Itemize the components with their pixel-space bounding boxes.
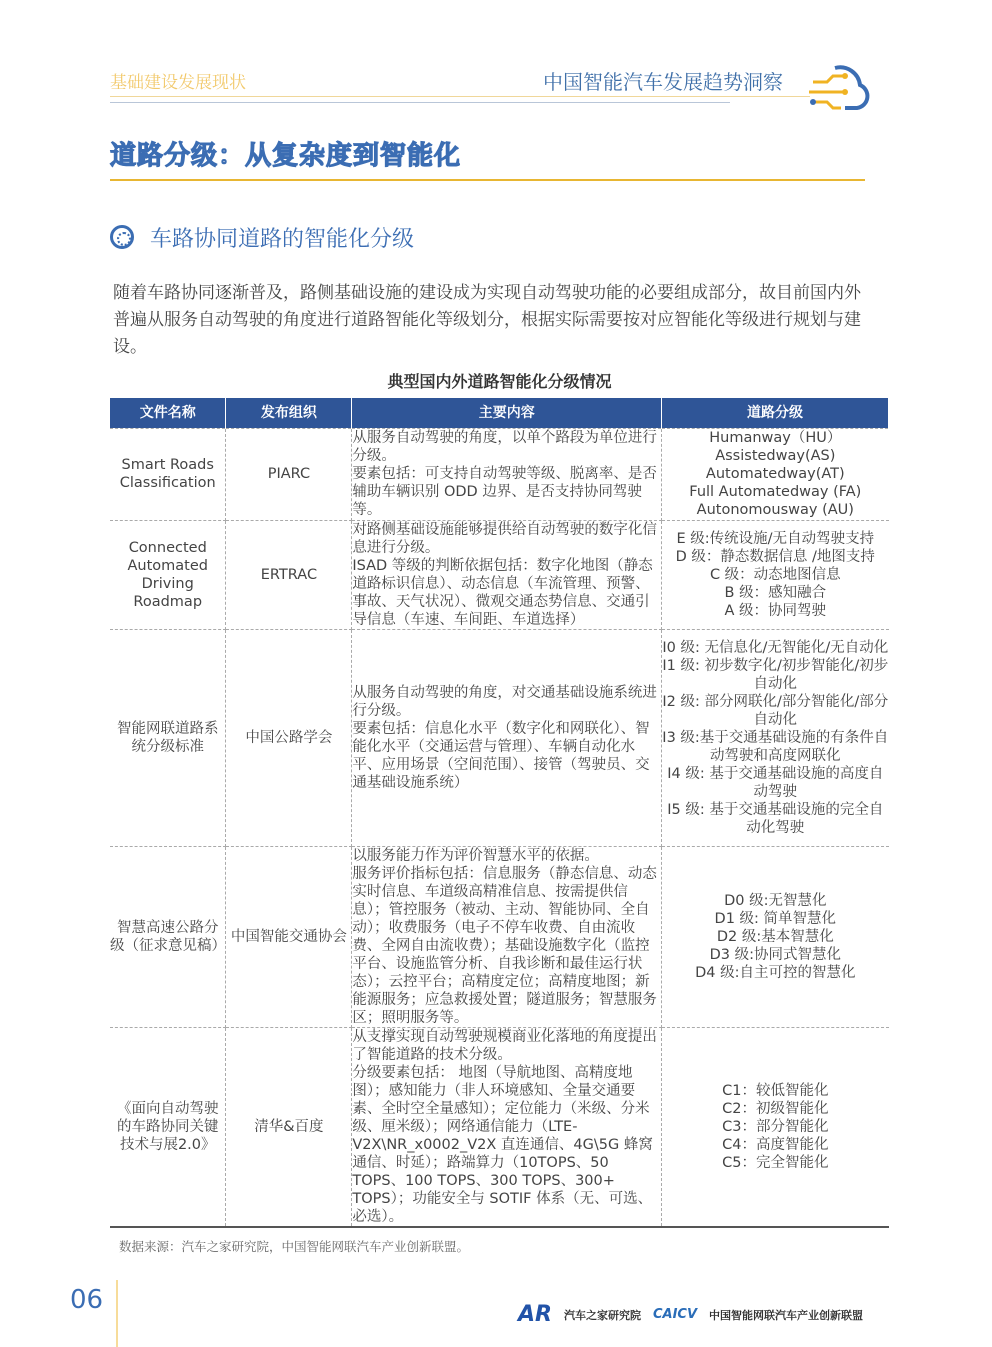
header-divider-secondary xyxy=(110,102,730,103)
content-line: 对路侧基础设施能够提供给自动驾驶的数字化信息进行分级。 xyxy=(352,521,657,556)
column-header: 文件名称 xyxy=(110,398,226,428)
document-name: 《面向自动驾驶的车路协同关键技术与展2.0》 xyxy=(110,1027,226,1227)
content-line: 从支撑实现自动驾驶规模商业化落地的角度提出了智能道路的技术分级。 xyxy=(352,1028,657,1063)
level-item: C 级：动态地图信息 xyxy=(709,566,841,583)
document-name: Smart Roads Classification xyxy=(110,428,226,520)
level-item: D0 级:无智慧化 xyxy=(724,892,827,909)
table-title: 典型国内外道路智能化分级情况 xyxy=(387,372,612,391)
subheading: 车路协同道路的智能化分级 xyxy=(150,227,415,252)
header-divider xyxy=(110,96,810,97)
intro-paragraph: 随着车路协同逐渐普及，路侧基础设施的建设成为实现自动驾驶功能的必要组成部分，故目前国内外普遍从服务自动驾驶的角度进行道路智能化等级划分，根据实际需要按对应智能化等级进行规划与建设。 xyxy=(113,283,861,357)
level-item: D3 级:协同式智慧化 xyxy=(709,946,841,963)
level-item: I5 级: 基于交通基础设施的完全自动化驾驶 xyxy=(667,801,884,836)
level-item: E 级:传统设施/无自动驾驶支持 xyxy=(676,530,875,547)
page-number: 06 xyxy=(70,1285,104,1315)
column-header: 发布组织 xyxy=(226,398,352,428)
caicv-name: 中国智能网联汽车产业创新联盟 xyxy=(709,1308,864,1322)
column-header: 道路分级 xyxy=(662,398,889,428)
level-item: I0 级: 无信息化/无智能化/无自动化 xyxy=(662,639,889,656)
level-item: I3 级:基于交通基础设施的有条件自动驾驶和高度网联化 xyxy=(662,729,889,764)
content-line: 要素包括：可支持自动驾驶等级、脱离率、是否辅助车辆识别 ODD 边界、是否支持协同驾驶等。 xyxy=(352,465,657,518)
road-classification-table xyxy=(110,398,889,1228)
level-item: D1 级: 简单智慧化 xyxy=(714,910,837,927)
level-item: D2 级:基本智慧化 xyxy=(716,928,834,945)
level-item: Assistedway(AS) xyxy=(715,448,836,464)
road-levels xyxy=(662,629,889,846)
table-row xyxy=(110,1027,889,1227)
content-line: ISAD 等级的判断依据包括：数字化地图（静态道路标识信息）、动态信息（车流管理、预警、事故、天气状况）、微观交通态势信息、交通引导信息（车速、车间距、车道选择） xyxy=(352,557,653,628)
level-item: C5：完全智能化 xyxy=(722,1154,829,1171)
table-row xyxy=(110,629,889,846)
level-item: I4 级: 基于交通基础设施的高度自动驾驶 xyxy=(667,765,884,800)
main-content xyxy=(352,846,662,1027)
level-item: Automatedway(AT) xyxy=(705,466,845,482)
autohome-research-name: 汽车之家研究院 xyxy=(563,1308,641,1322)
road-levels xyxy=(662,428,889,520)
table-row xyxy=(110,428,889,520)
content-line: 以服务能力作为评价智慧水平的依据。 xyxy=(352,847,599,864)
level-item: Humanway（HU） xyxy=(709,430,842,446)
report-title: 中国智能汽车发展趋势洞察 xyxy=(543,70,783,94)
footer-logos xyxy=(518,1302,863,1327)
road-levels xyxy=(662,846,889,1027)
main-content xyxy=(352,520,662,629)
level-item: C1：较低智能化 xyxy=(722,1082,829,1099)
level-item: A 级：协同驾驶 xyxy=(724,602,827,619)
document-name: 智能网联道路系统分级标准 xyxy=(110,629,226,846)
level-item: Autonomousway (AU) xyxy=(696,502,854,518)
data-source: 数据来源：汽车之家研究院，中国智能网联汽车产业创新联盟。 xyxy=(119,1239,470,1254)
cloud-circuit-logo-icon xyxy=(805,60,870,112)
footer-divider xyxy=(116,1280,118,1347)
page-title: 道路分级：从复杂度到智能化 xyxy=(110,141,462,171)
road-levels xyxy=(662,1027,889,1227)
level-item: D4 级:自主可控的智慧化 xyxy=(695,964,856,981)
level-item: C3：部分智能化 xyxy=(722,1118,829,1135)
content-line: 分级要素包括： 地图（导航地图、高精度地图）；感知能力（非人环境感知、全量交通要素、全时空全量感知）；定位能力（米级、分米级、厘米级）；网络通信能力（LTE-V2X\NR_x0002_V2X 直连通信、4G\5G 蜂窝通信、时延）；路端算力（10TOPS、50 TOPS、100 TOPS、300 TOPS、300+ TOPS）；功能安全与 SOTIF 体系（无、可选、必选）。 xyxy=(352,1064,653,1225)
table-row xyxy=(110,520,889,629)
publisher: PIARC xyxy=(226,428,352,520)
title-underline xyxy=(110,179,865,181)
publisher: ERTRAC xyxy=(226,520,352,629)
level-item: C4：高度智能化 xyxy=(722,1136,829,1153)
autohome-research-logo-icon: AR xyxy=(518,1302,552,1327)
publisher: 中国智能交通协会 xyxy=(226,846,352,1027)
document-name: Connected Automated Driving Roadmap xyxy=(110,520,226,629)
level-item: I2 级: 部分网联化/部分智能化/部分自动化 xyxy=(662,693,889,728)
column-header: 主要内容 xyxy=(352,398,662,428)
document-name: 智慧高速公路分级（征求意见稿） xyxy=(110,846,226,1027)
level-item: I1 级: 初步数字化/初步智能化/初步自动化 xyxy=(662,657,889,692)
main-content xyxy=(352,1027,662,1227)
road-levels xyxy=(662,520,889,629)
publisher: 中国公路学会 xyxy=(226,629,352,846)
section-label: 基础建设发展现状 xyxy=(110,73,246,93)
table-row xyxy=(110,846,889,1027)
level-item: C2：初级智能化 xyxy=(722,1100,829,1117)
content-line: 服务评价指标包括：信息服务（静态信息、动态实时信息、车道级高精准信息、按需提供信息）；管控服务（被动、主动、智能协同、全自动）；收费服务（电子不停车收费、自由流收费、全网自由流收费）；基础设施数字化（监控平台、设施监管分析、自我诊断和最佳运行状态）；云控平台；高精度定位；高精度地图；新能源服务；应急救援处置；隧道服务；智慧服务区；照明服务等。 xyxy=(352,865,657,1026)
table-header-row xyxy=(110,398,889,428)
content-line: 从服务自动驾驶的角度，以单个路段为单位进行分级。 xyxy=(352,429,657,464)
main-content xyxy=(352,428,662,520)
content-line: 要素包括：信息化水平（数字化和网联化）、智能化水平（交通运营与管理）、车辆自动化水平、应用场景（空间范围）、接管（驾驶员、交通基础设施系统） xyxy=(352,720,650,791)
publisher: 清华&百度 xyxy=(226,1027,352,1227)
content-line: 从服务自动驾驶的角度，对交通基础设施系统进行分级。 xyxy=(352,684,657,719)
wheel-icon xyxy=(110,225,134,249)
main-content xyxy=(352,629,662,846)
level-item: B 级：感知融合 xyxy=(724,584,827,601)
level-item: D 级：静态数据信息 /地图支持 xyxy=(675,548,875,565)
caicv-logo-icon: CAICV xyxy=(652,1307,698,1322)
level-item: Full Automatedway (FA) xyxy=(689,484,862,500)
